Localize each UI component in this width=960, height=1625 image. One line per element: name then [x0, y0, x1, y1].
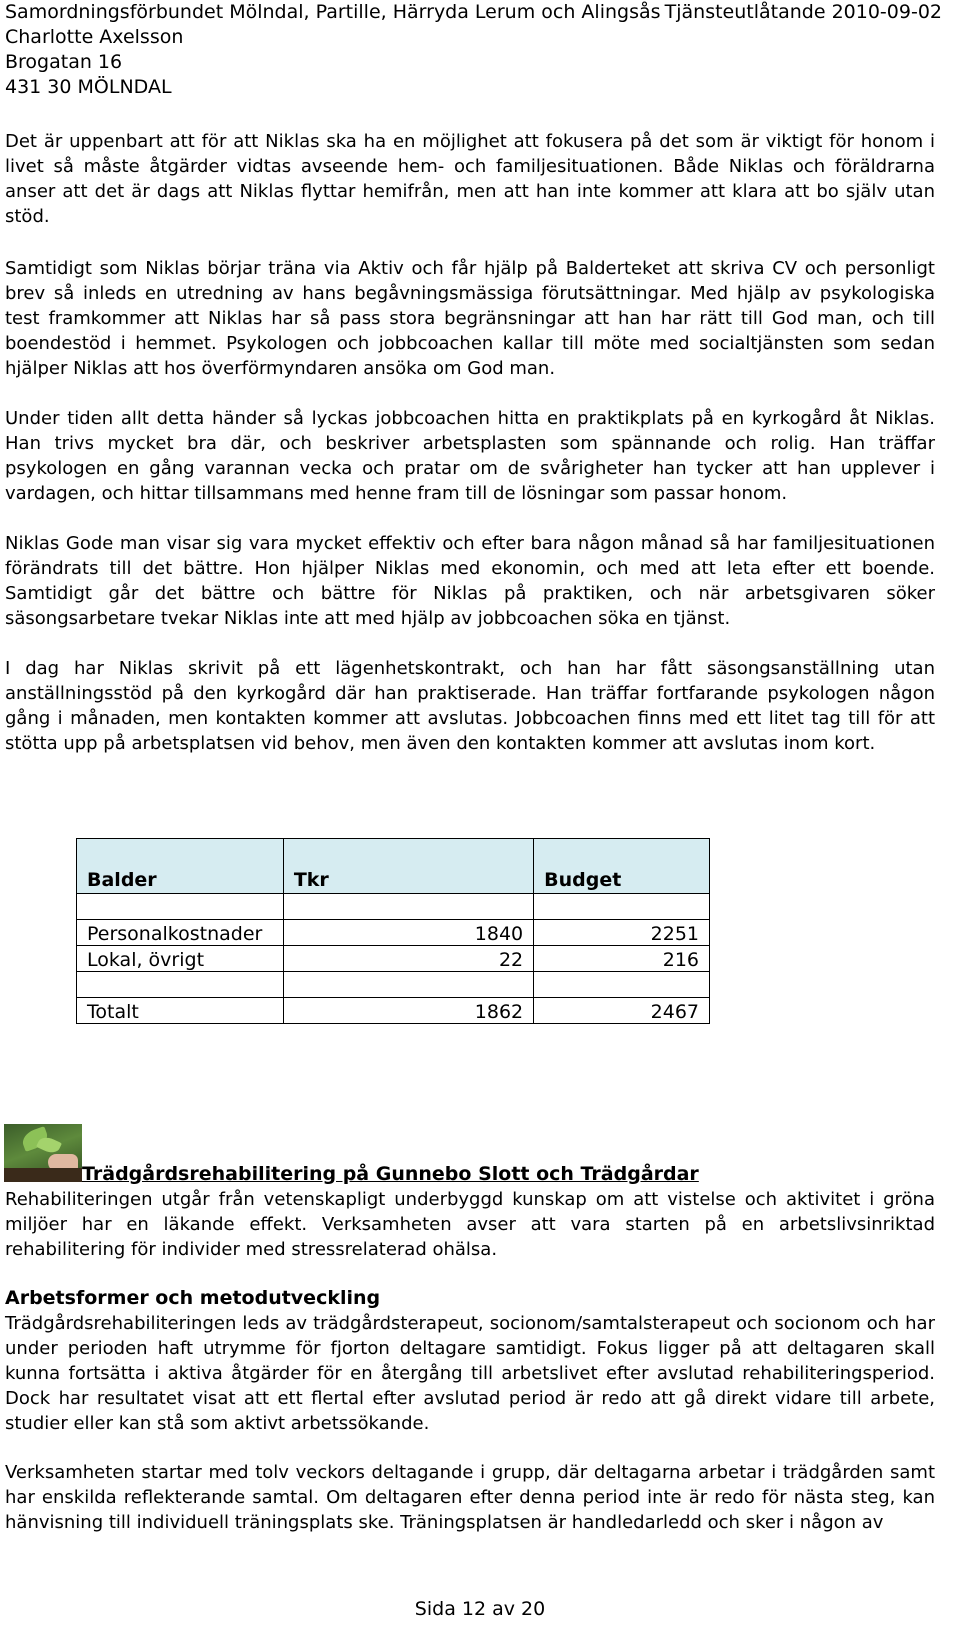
table-cell-budget: 2251: [534, 920, 710, 946]
table-cell-tkr: 1862: [283, 998, 533, 1024]
table-row: [77, 920, 710, 946]
table-header-cell: Balder: [77, 839, 284, 894]
table-spacer-row: [77, 894, 710, 920]
page-number: Sida 12 av 20: [414, 1598, 546, 1620]
paragraph-guardian: Niklas Gode man visar sig vara mycket effektiv och efter bara någon månad så har familjesituationen förändrats till det bättre. Hon hjälper Niklas med ekonomin, och med att leta efter ett boende. Samtidigt går det bättre och bättre för Niklas på praktiken, och när arbetsgivaren söker säsongsarbetare tvekar Niklas inte att med hjälp av jobbcoachen söka en tjänst.: [5, 533, 935, 629]
paragraph-internship: Under tiden allt detta händer så lyckas jobbcoachen hitta en praktikplats på en kyrkogård åt Niklas. Han trivs mycket bra där, och beskriver arbetsplasten som spännande och rolig. Han träffar psykologen en gång varannan vecka och pratar om de svårigheter han tycker att han upplever i vardagen, och hittar tillsammans med henne fram till de lösningar som passar honom.: [5, 408, 935, 504]
section-subheading: Arbetsformer och metodutveckling: [5, 1287, 381, 1309]
table-cell-budget: 2467: [534, 998, 710, 1024]
table-row: [77, 946, 710, 972]
header-organization: Samordningsförbundet Mölndal, Partille, Härryda Lerum och Alingsås: [5, 1, 661, 23]
table-cell-tkr: 22: [283, 946, 533, 972]
table-row-total: [77, 998, 710, 1024]
section-body-group: Verksamheten startar med tolv veckors deltagande i grupp, där deltagarna arbetar i trädgården samt har enskilda reflekterande samtal. Om deltagaren efter denna period inte är redo för nästa steg, kan hänvisning till individuell träningsplats ske. Träningsplatsen är handledarledd och sker i någon av: [5, 1462, 935, 1533]
header-document-date: Tjänsteutlåtande 2010-09-02: [664, 1, 942, 23]
header-street: Brogatan 16: [5, 51, 123, 73]
paragraph-assessment: Samtidigt som Niklas börjar träna via Aktiv och får hjälp på Balderteket att skriva CV och personligt brev så inleds en utredning av hans begåvningsmässiga förutsättningar. Med hjälp av psykologiska test framkommer att Niklas har så pass stora begränsningar att han har rätt till God man, och till boendestöd i hemmet. Psykologen och jobbcoachen kallar till möte med socialtjänsten som sedan hjälper Niklas att hos överförmyndaren ansöka om God man.: [5, 258, 935, 379]
table-cell-label: Lokal, övrigt: [77, 946, 284, 972]
table-cell-budget: 216: [534, 946, 710, 972]
budget-table: [76, 838, 710, 1024]
garden-hands-photo-icon: [4, 1124, 82, 1182]
table-header-cell: Tkr: [283, 839, 533, 894]
header-contact-name: Charlotte Axelsson: [5, 26, 184, 48]
table-cell-label: Personalkostnader: [77, 920, 284, 946]
table-header-cell: Budget: [534, 839, 710, 894]
table-cell-tkr: 1840: [283, 920, 533, 946]
header-city: 431 30 MÖLNDAL: [5, 76, 172, 98]
section-title: Trädgårdsrehabilitering på Gunnebo Slott och Trädgårdar: [82, 1163, 699, 1185]
section-intro: Rehabiliteringen utgår från vetenskapligt underbyggd kunskap om att vistelse och aktivitet i gröna miljöer har en läkande effekt. Verksamheten avser att vara starten på en arbetslivsinriktad rehabilitering för individer med stressrelaterad ohälsa.: [5, 1189, 935, 1260]
table-row-empty: [77, 972, 710, 998]
section-body-methods: Trädgårdsrehabiliteringen leds av trädgårdsterapeut, socionom/samtalsterapeut och socionom och har under perioden haft utrymme för fjorton deltagare samtidigt. Fokus ligger på att deltagaren skall kunna fortsätta i aktiva åtgärder för en återgång till arbetslivet efter avslutad rehabiliteringsperiod. Dock har resultatet visat att ett flertal efter avslutad period är redo att gå direkt vidare till arbete, studier eller kan stå som aktivt arbetssökande.: [5, 1313, 935, 1434]
paragraph-today: I dag har Niklas skrivit på ett lägenhetskontrakt, och han har fått säsongsanställning utan anställningsstöd på den kyrkogård där han praktiserade. Han träffar fortfarande psykologen någon gång i månaden, men kontakten kommer att avslutas. Jobbcoachen finns med ett litet tag till för att stötta upp på arbetsplatsen vid behov, men även den kontakten kommer att avslutas inom kort.: [5, 658, 935, 754]
table-header-row: [77, 839, 710, 894]
paragraph-home-situation: Det är uppenbart att för att Niklas ska ha en möjlighet att fokusera på det som är viktigt för honom i livet så måste åtgärder vidtas avseende hem- och familjesituationen. Både Niklas och föräldrarna anser att det är dags att Niklas flyttar hemifrån, men att han inte kommer att klara att bo själv utan stöd.: [5, 131, 935, 227]
table-cell-label: Totalt: [77, 998, 284, 1024]
